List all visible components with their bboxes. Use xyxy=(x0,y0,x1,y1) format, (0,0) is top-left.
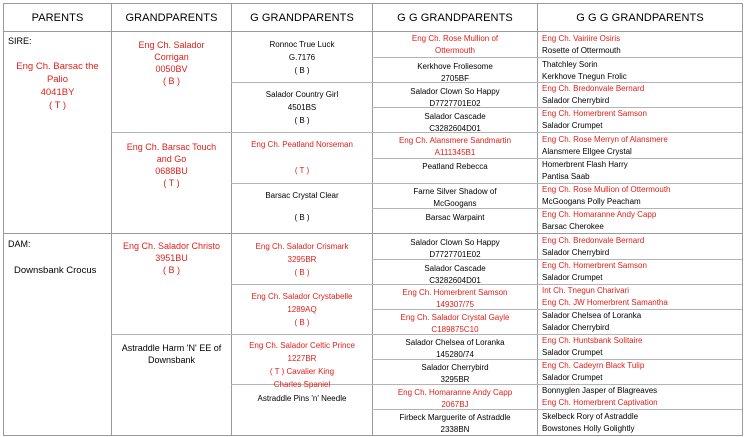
gg-grandparent-12 xyxy=(373,310,537,334)
ggg-grandparent-15: Eng Ch. Homaranne Andy Capp xyxy=(542,210,657,219)
sire-color: ( T ) xyxy=(48,100,67,111)
ggg-block-7 xyxy=(542,184,740,208)
ggg-grandparent-8: Salador Crumpet xyxy=(542,121,603,130)
gg-grandparent-5 xyxy=(373,133,537,158)
ggg-grandparent-1: Eng Ch. Vairiire Osiris xyxy=(542,34,621,43)
grandparent-2-color: ( T ) xyxy=(163,178,180,188)
gg-grandparent-11-reg: 149307/75 xyxy=(436,300,474,309)
ggg-grandparent-28: Salador Crumpet xyxy=(542,373,603,382)
ggg-grandparent-22: Eng Ch. JW Homerbrent Samantha xyxy=(542,298,668,307)
header-g-grandparents: G GRANDPARENTS xyxy=(250,11,354,24)
grandparent-4-name: Astraddle Harm 'N' EE of Downsbank xyxy=(121,343,222,365)
ggg-grandparent-25: Eng Ch. Huntsbank Solitaire xyxy=(542,336,643,345)
g-grandparent-3 xyxy=(232,133,372,183)
g-grandparent-5-color: ( B ) xyxy=(294,267,310,277)
sire-cell xyxy=(4,32,111,233)
ggg-block-5 xyxy=(542,134,740,158)
g-grandparent-6-name: Eng Ch. Salador Crystabelle xyxy=(251,292,353,301)
ggg-grandparent-23: Salador Chelsea of Loranka xyxy=(542,311,642,320)
ggg-block-2 xyxy=(542,59,740,83)
gg-grandparent-12-reg: C189875C10 xyxy=(431,325,479,334)
grandparent-1-reg: 0050BV xyxy=(155,64,188,74)
g-grandparent-6 xyxy=(232,285,372,334)
ggg-grandparent-27: Eng Ch. Cadeyrn Black Tulip xyxy=(542,361,645,370)
gg-grandparent-14-reg: 3295BR xyxy=(440,375,470,384)
gg-grandparent-15 xyxy=(373,385,537,409)
ggg-grandparent-10: Alansmere Ellgee Crystal xyxy=(542,147,632,156)
gg-grandparent-1 xyxy=(373,32,537,57)
ggg-grandparent-11: Homerbrent Flash Harry xyxy=(542,160,628,169)
dam-name: Downsbank Crocus xyxy=(14,265,97,276)
ggg-block-11 xyxy=(542,285,740,309)
ggg-grandparent-26: Salador Crumpet xyxy=(542,348,603,357)
ggg-grandparent-30: Eng Ch. Homerbrent Captivation xyxy=(542,398,658,407)
g-grandparent-6-color: ( B ) xyxy=(294,318,310,327)
grandparent-4 xyxy=(112,335,231,435)
gg-grandparent-9 xyxy=(373,234,537,259)
col-divider-4 xyxy=(537,4,538,435)
ggg-block-12 xyxy=(542,310,740,334)
pedigree-table xyxy=(3,3,743,436)
gg-grandparent-3-name: Salador Clown So Happy xyxy=(410,87,500,96)
gg-grandparent-15-name: Eng Ch. Homaranne Andy Capp xyxy=(397,388,513,397)
grandparent-2 xyxy=(112,133,231,233)
gg-grandparent-16-reg: 2338BN xyxy=(440,425,470,434)
ggg-grandparent-9: Eng Ch. Rose Merryn of Alansmere xyxy=(542,135,668,144)
ggg-block-13 xyxy=(542,335,740,359)
gg-grandparent-7 xyxy=(373,184,537,208)
ggg-block-16 xyxy=(542,410,740,435)
gg-grandparent-2-reg: 2705BF xyxy=(440,74,470,83)
gg-grandparent-12-name: Eng Ch. Salador Crystal Gayle xyxy=(400,313,510,322)
ggg-grandparent-4: Kerkhove Tnegun Frolic xyxy=(542,72,627,81)
header-ggg-grandparents: G G G GRANDPARENTS xyxy=(576,11,704,24)
sire-name: Eng Ch. Barsac the Palio xyxy=(16,61,99,85)
grandparent-3-reg: 3951BU xyxy=(155,253,188,263)
gg-grandparent-7-name: Farne Silver Shadow of McGoogans xyxy=(413,187,497,208)
header-grandparents: GRANDPARENTS xyxy=(125,11,218,24)
g-grandparent-7 xyxy=(232,335,372,389)
ggg-grandparent-32: Bowstones Holly Golightly xyxy=(542,423,635,433)
g-grandparent-7-name: Eng Ch. Salador Celtic Prince xyxy=(249,341,355,350)
ggg-grandparent-12: Pantisa Saab xyxy=(542,172,590,181)
g-grandparent-4-name: Barsac Crystal Clear xyxy=(265,191,339,200)
g-grandparent-3-name: Eng Ch. Peatland Norseman xyxy=(251,140,353,149)
g-grandparent-5 xyxy=(232,234,372,284)
ggg-grandparent-20: Salador Crumpet xyxy=(542,273,603,282)
g-grandparent-1 xyxy=(232,32,372,82)
ggg-grandparent-16: Barsac Cherokee xyxy=(542,222,604,231)
ggg-grandparent-2: Rosette of Ottermouth xyxy=(542,46,621,55)
ggg-grandparent-31: Skelbeck Rory of Astraddle xyxy=(542,411,639,421)
g-grandparent-6-reg: 1289AQ xyxy=(287,305,317,314)
ggg-grandparent-21: Int Ch. Tnegun Charivari xyxy=(542,286,630,295)
ggg-grandparent-3: Thatchley Sorin xyxy=(542,60,598,69)
g-grandparent-1-reg: G.7176 xyxy=(288,52,316,62)
g-grandparent-4 xyxy=(232,184,372,233)
ggg-grandparent-24: Salador Cherrybird xyxy=(542,323,610,332)
g-grandparent-3-color: ( T ) xyxy=(294,166,310,175)
g-grandparent-2 xyxy=(232,83,372,132)
gg-grandparent-15-reg: 2067BJ xyxy=(441,400,469,409)
g-grandparent-8-name: Astraddle Pins 'n' Needle xyxy=(257,394,347,403)
gg-grandparent-6-name: Peatland Rebecca xyxy=(422,162,488,171)
ggg-block-8 xyxy=(542,209,740,233)
ggg-grandparent-14: McGoogans Polly Peacham xyxy=(542,197,641,206)
gg-grandparent-16-name: Firbeck Marguerite of Astraddle xyxy=(399,413,511,422)
ggg-grandparent-13: Eng Ch. Rose Mullion of Ottermouth xyxy=(542,185,671,194)
gg-grandparent-10 xyxy=(373,260,537,284)
gg-grandparent-8 xyxy=(373,209,537,233)
gg-grandparent-4 xyxy=(373,108,537,133)
sire-reg: 4041BY xyxy=(40,87,75,98)
ggg-block-10 xyxy=(542,260,740,284)
gg-grandparent-13 xyxy=(373,335,537,359)
grandparent-3-name: Eng Ch. Salador Christo xyxy=(122,241,221,251)
header-parents: PARENTS xyxy=(31,11,84,24)
sire-label: SIRE: xyxy=(8,36,32,46)
ggg-grandparent-18: Salador Cherrybird xyxy=(542,248,610,257)
dam-cell xyxy=(4,234,111,435)
gg-grandparent-5-reg: A111345B1 xyxy=(434,148,476,157)
gg-grandparent-5-name: Eng Ch. Alansmere Sandmartin xyxy=(398,136,512,145)
header-gg-grandparents: G G GRANDPARENTS xyxy=(397,11,513,24)
g-grandparent-7-reg: 1227BR xyxy=(287,354,317,363)
gg-grandparent-10-name: Salador Cascade xyxy=(424,264,486,273)
grandparent-3-color: ( B ) xyxy=(163,265,180,275)
ggg-block-3 xyxy=(542,83,740,107)
gg-grandparent-6 xyxy=(373,159,537,183)
gg-grandparent-16 xyxy=(373,410,537,435)
g-grandparent-4-color: ( B ) xyxy=(294,213,310,222)
gg-grandparent-11-name: Eng Ch. Homerbrent Samson xyxy=(402,288,508,297)
g-grandparent-1-color: ( B ) xyxy=(294,65,310,75)
g-grandparent-5-reg: 3295BR xyxy=(287,254,317,264)
grandparent-2-reg: 0688BU xyxy=(155,166,188,176)
gg-grandparent-14 xyxy=(373,360,537,384)
gg-grandparent-2-name: Kerkhove Froliesome xyxy=(417,62,493,71)
ggg-block-6 xyxy=(542,159,740,183)
gg-grandparent-13-name: Salador Chelsea of Loranka xyxy=(405,338,505,347)
ggg-block-9 xyxy=(542,235,740,259)
ggg-block-4 xyxy=(542,108,740,132)
ggg-block-1 xyxy=(542,33,740,57)
grandparent-1-name: Eng Ch. Salador Corrigan xyxy=(138,40,205,62)
gg-grandparent-9-reg: D7727701E02 xyxy=(429,250,481,259)
gg-grandparent-3 xyxy=(373,84,537,107)
ggg-grandparent-7: Eng Ch. Homerbrent Samson xyxy=(542,109,647,118)
grandparent-1-color: ( B ) xyxy=(163,76,180,86)
gg-grandparent-4-name: Salador Cascade xyxy=(424,112,486,121)
g-grandparent-8 xyxy=(232,385,372,435)
g-grandparent-1-name: Ronnoc True Luck xyxy=(269,39,335,49)
ggg-grandparent-6: Salador Cherrybird xyxy=(542,96,610,105)
g-grandparent-5-name: Eng Ch. Salador Crismark xyxy=(255,241,349,251)
gg-grandparent-4-reg: C3282604D01 xyxy=(429,124,481,133)
g-grandparent-2-color: ( B ) xyxy=(294,116,310,125)
gg-grandparent-11 xyxy=(373,285,537,309)
gg-grandparent-13-reg: 145280/74 xyxy=(436,350,474,359)
ggg-grandparent-29: Bonnyglen Jasper of Blagreaves xyxy=(542,386,658,395)
gg-grandparent-14-name: Salador Cherrybird xyxy=(421,363,489,372)
grandparent-3 xyxy=(112,234,231,334)
gg-grandparent-10-reg: C3282604D01 xyxy=(429,276,481,285)
grandparent-2-name: Eng Ch. Barsac Touch and Go xyxy=(126,142,217,164)
ggg-grandparent-17: Eng Ch. Bredonvale Bernard xyxy=(542,236,645,245)
g-grandparent-2-name: Salador Country Girl xyxy=(265,90,339,99)
gg-grandparent-1-name: Eng Ch. Rose Mullion of Ottermouth xyxy=(411,33,499,55)
ggg-grandparent-19: Eng Ch. Homerbrent Samson xyxy=(542,261,647,270)
ggg-grandparent-5: Eng Ch. Bredonvale Bernard xyxy=(542,84,645,93)
grandparent-1 xyxy=(112,32,231,132)
ggg-block-15 xyxy=(542,385,740,409)
gg-grandparent-3-reg: D7727701E02 xyxy=(429,99,481,108)
gg-grandparent-9-name: Salador Clown So Happy xyxy=(410,238,500,247)
dam-label: DAM: xyxy=(8,239,31,249)
ggg-block-14 xyxy=(542,360,740,384)
g-grandparent-2-reg: 4501BS xyxy=(287,103,317,112)
g-grandparent-7-color: ( T ) Cavalier King Charles Spaniel xyxy=(269,367,335,389)
gg-grandparent-8-name: Barsac Warpaint xyxy=(425,213,485,222)
